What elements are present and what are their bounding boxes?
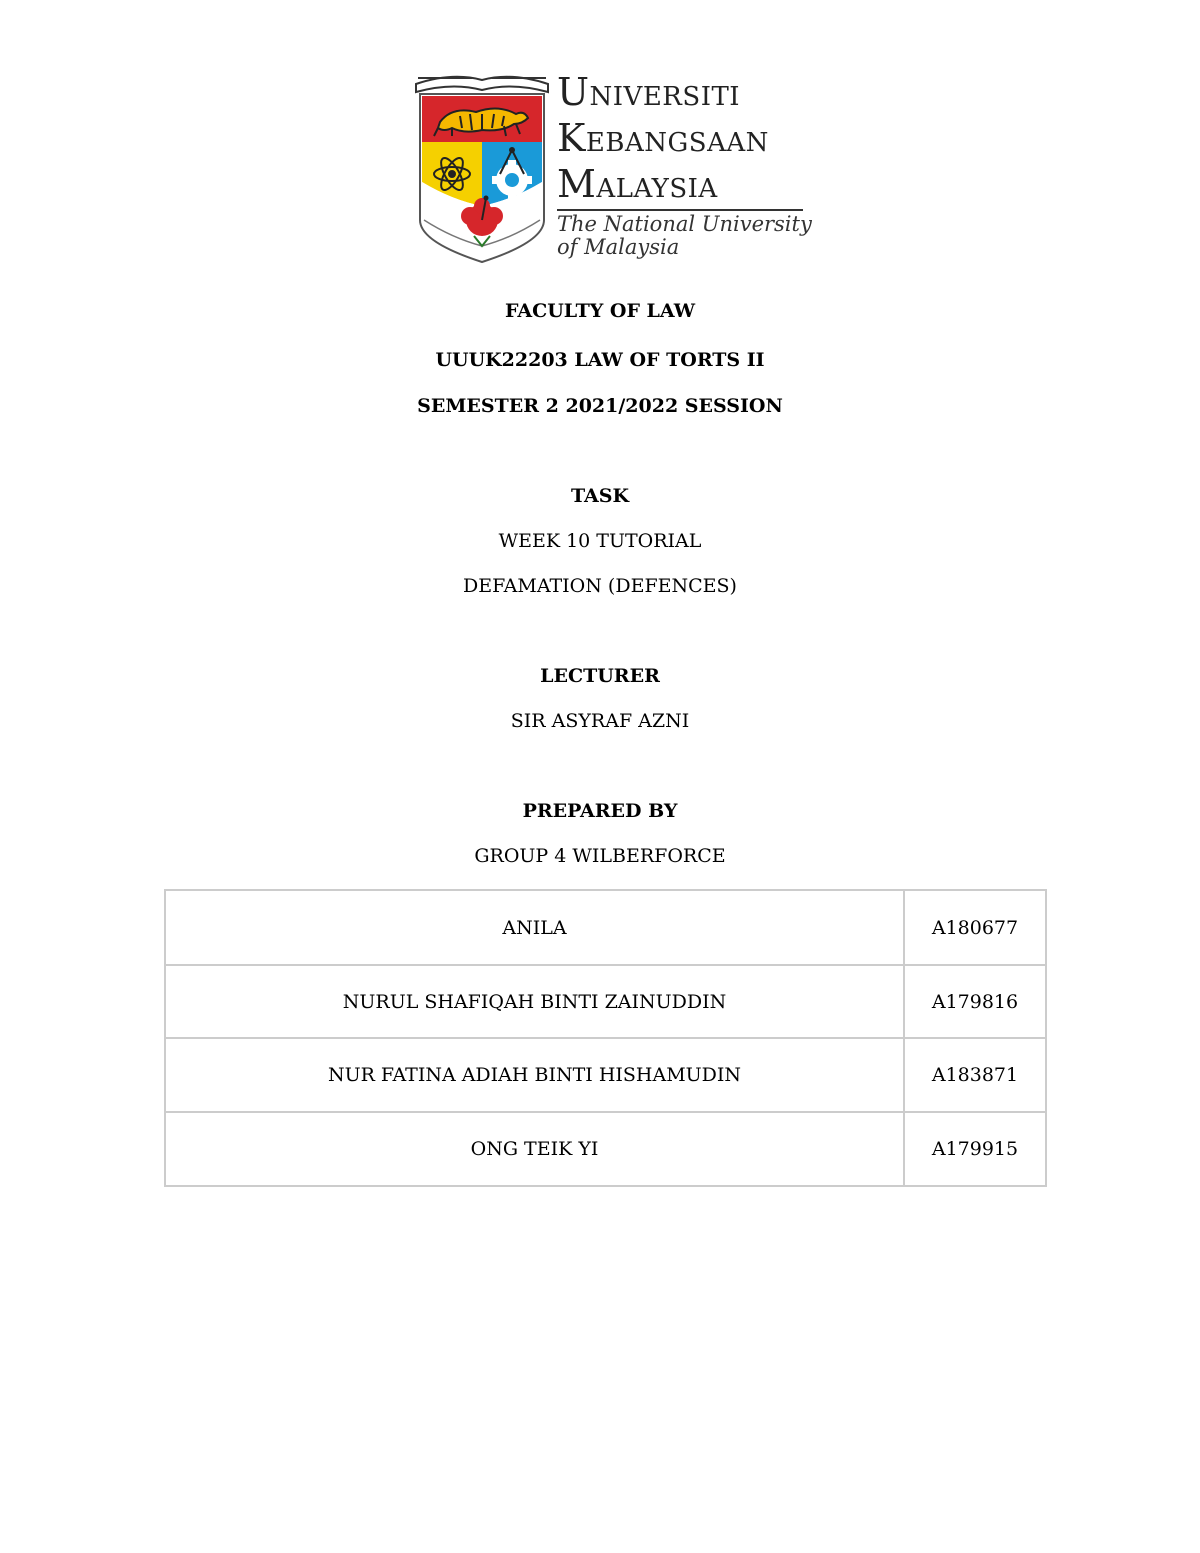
prepared-by-heading: PREPARED BY — [522, 800, 678, 822]
member-name-cell: ANILA — [165, 890, 904, 965]
table-row — [165, 965, 1046, 1038]
member-id-cell: A179816 — [904, 965, 1046, 1038]
faculty-title: FACULTY OF LAW — [504, 300, 696, 322]
university-english-name — [557, 213, 817, 259]
lecturer-heading: LECTURER — [540, 665, 660, 687]
members-table — [164, 889, 1047, 1187]
member-name-cell: NUR FATINA ADIAH BINTI HISHAMUDIN — [165, 1038, 904, 1112]
member-id-cell: A183871 — [904, 1038, 1046, 1112]
table-row — [165, 1038, 1046, 1112]
member-name-cell: ONG TEIK YI — [165, 1112, 904, 1186]
university-name — [557, 72, 807, 210]
course-title: UUUK22203 LAW OF TORTS II — [435, 349, 765, 371]
university-name-line-2: KEBANGSAAN — [557, 116, 769, 160]
university-name-line-3: MALAYSIA — [557, 162, 718, 206]
lecturer-name: SIR ASYRAF AZNI — [510, 710, 690, 732]
table-row — [165, 1112, 1046, 1186]
group-name: GROUP 4 WILBERFORCE — [474, 845, 726, 867]
member-name-cell: NURUL SHAFIQAH BINTI ZAINUDDIN — [165, 965, 904, 1038]
university-name-line-1: UNIVERSITI — [557, 70, 741, 114]
member-id-cell: A179915 — [904, 1112, 1046, 1186]
university-logo — [412, 70, 812, 270]
university-crest-icon — [412, 70, 552, 266]
university-english-line-2: of Malaysia — [557, 235, 680, 259]
table-row — [165, 890, 1046, 965]
semester-title: SEMESTER 2 2021/2022 SESSION — [417, 395, 783, 417]
university-english-line-1: The National University — [557, 212, 812, 236]
member-id-cell: A180677 — [904, 890, 1046, 965]
logo-divider — [557, 209, 803, 211]
task-line-2: DEFAMATION (DEFENCES) — [463, 575, 737, 597]
task-heading: TASK — [570, 485, 630, 507]
task-line-1: WEEK 10 TUTORIAL — [498, 530, 702, 552]
